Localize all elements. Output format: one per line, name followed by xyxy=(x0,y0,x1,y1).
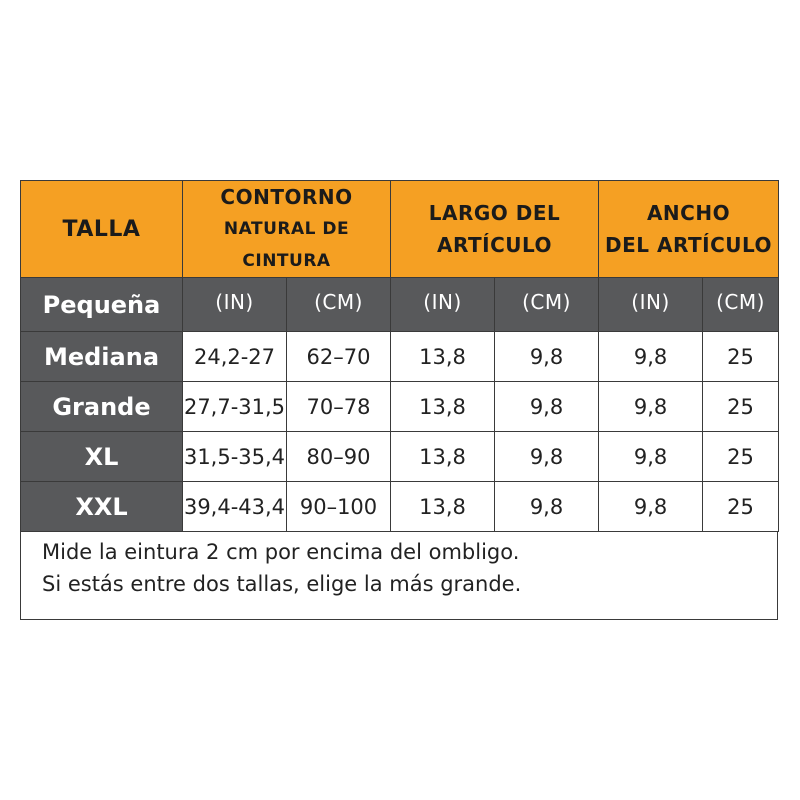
header-talla-label: TALLA xyxy=(62,216,141,242)
unit-row xyxy=(21,278,779,332)
table-cell: 25 xyxy=(703,482,779,532)
table-cell: 13,8 xyxy=(391,432,495,482)
table-cell: 13,8 xyxy=(391,332,495,382)
table-cell: 25 xyxy=(703,382,779,432)
unit-cell: (CM) xyxy=(703,278,779,332)
table-cell: 9,8 xyxy=(599,432,703,482)
row-label: XXL xyxy=(21,482,183,532)
header-contorno-line1: CONTORNO xyxy=(220,185,353,209)
header-contorno-line2: NATURAL DE CINTURA xyxy=(223,219,350,271)
table-cell: 9,8 xyxy=(599,482,703,532)
table-row xyxy=(21,432,779,482)
unit-cell: (CM) xyxy=(495,278,599,332)
header-largo xyxy=(391,181,599,278)
row-label-pequena xyxy=(21,278,183,332)
table-row xyxy=(21,332,779,382)
table-cell: 9,8 xyxy=(599,332,703,382)
row-label: Grande xyxy=(21,382,183,432)
table-cell: 80–90 xyxy=(287,432,391,482)
size-note xyxy=(42,536,762,600)
unit-cell: (IN) xyxy=(183,278,287,332)
header-ancho-line2: DEL ARTÍCULO xyxy=(605,233,773,257)
table-cell: 9,8 xyxy=(599,382,703,432)
table-cell: 25 xyxy=(703,332,779,382)
table-cell: 70–78 xyxy=(287,382,391,432)
table-cell: 9,8 xyxy=(495,432,599,482)
table-cell: 9,8 xyxy=(495,382,599,432)
table-cell: 62–70 xyxy=(287,332,391,382)
header-largo-line1: LARGO DEL xyxy=(428,201,561,225)
header-contorno xyxy=(183,181,391,278)
unit-cell: (IN) xyxy=(599,278,703,332)
unit-cell: (IN) xyxy=(391,278,495,332)
header-largo-line2: ARTÍCULO xyxy=(437,233,553,257)
table-row xyxy=(21,382,779,432)
table-cell: 27,7-31,5 xyxy=(183,382,287,432)
table-cell: 9,8 xyxy=(495,332,599,382)
header-talla xyxy=(21,181,183,278)
note-line-2: Si estás entre dos tallas, elige la más grande. xyxy=(42,572,522,596)
header-ancho-line1: ANCHO xyxy=(646,201,731,225)
unit-cell: (CM) xyxy=(287,278,391,332)
table-cell: 24,2-27 xyxy=(183,332,287,382)
table-cell: 90–100 xyxy=(287,482,391,532)
table-cell: 39,4-43,4 xyxy=(183,482,287,532)
table-cell: 13,8 xyxy=(391,382,495,432)
size-chart-table xyxy=(20,180,779,532)
note-line-1: Mide la eintura 2 cm por encima del ombligo. xyxy=(42,540,520,564)
header-row xyxy=(21,181,779,278)
table-cell: 9,8 xyxy=(495,482,599,532)
table-cell: 25 xyxy=(703,432,779,482)
table-cell: 13,8 xyxy=(391,482,495,532)
table-cell: 31,5-35,4 xyxy=(183,432,287,482)
table-row xyxy=(21,482,779,532)
header-ancho xyxy=(599,181,779,278)
row-label: Mediana xyxy=(21,332,183,382)
row-label-text: Pequeña xyxy=(42,290,161,319)
row-label: XL xyxy=(21,432,183,482)
